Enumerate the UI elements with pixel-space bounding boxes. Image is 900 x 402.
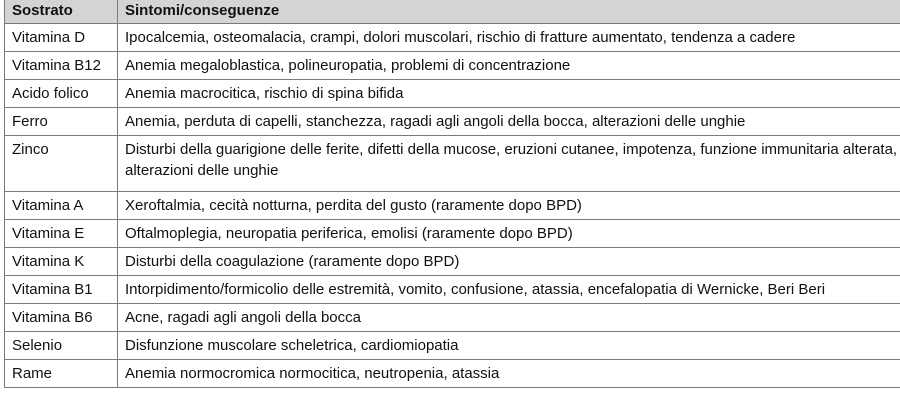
substrate-cell: Selenio [5,332,118,360]
symptoms-cell: Disturbi della coagulazione (raramente dopo BPD) [118,248,900,276]
symptoms-cell: Anemia megaloblastica, polineuropatia, problemi di concentrazione [118,52,900,80]
table-row [5,52,900,80]
symptoms-cell: Xeroftalmia, cecità notturna, perdita del gusto (raramente dopo BPD) [118,192,900,220]
substrate-cell: Vitamina B6 [5,304,118,332]
substrate-cell: Ferro [5,108,118,136]
substrate-cell: Vitamina K [5,248,118,276]
table-row [5,136,900,192]
table-row [5,108,900,136]
symptoms-cell: Anemia, perduta di capelli, stanchezza, ragadi agli angoli della bocca, alterazioni delle unghie [118,108,900,136]
substrate-cell: Vitamina D [5,24,118,52]
symptoms-cell: Intorpidimento/formicolio delle estremità, vomito, confusione, atassia, encefalopatia di Wernicke, Beri Beri [118,276,900,304]
symptoms-cell: Anemia macrocitica, rischio di spina bifida [118,80,900,108]
table-row [5,248,900,276]
symptoms-cell: Ipocalcemia, osteomalacia, crampi, dolori muscolari, rischio di fratture aumentato, tendenza a cadere [118,24,900,52]
substrate-cell: Vitamina A [5,192,118,220]
table-row [5,220,900,248]
table-header-row [5,0,900,24]
table-row [5,304,900,332]
symptoms-cell: Oftalmoplegia, neuropatia periferica, emolisi (raramente dopo BPD) [118,220,900,248]
table-row [5,276,900,304]
deficiency-table [4,0,900,388]
substrate-cell: Vitamina B1 [5,276,118,304]
symptoms-cell: Anemia normocromica normocitica, neutropenia, atassia [118,360,900,388]
table-row [5,80,900,108]
substrate-cell: Vitamina E [5,220,118,248]
substrate-cell: Rame [5,360,118,388]
table-row [5,192,900,220]
column-header-symptoms: Sintomi/conseguenze [118,0,900,24]
column-header-substrate: Sostrato [5,0,118,24]
substrate-cell: Vitamina B12 [5,52,118,80]
table-row [5,24,900,52]
table-row [5,332,900,360]
substrate-cell: Zinco [5,136,118,192]
symptoms-cell: Disturbi della guarigione delle ferite, difetti della mucose, eruzioni cutanee, impotenza, funzione immunitaria alterata, alterazioni delle unghie [118,136,900,192]
substrate-cell: Acido folico [5,80,118,108]
symptoms-cell: Disfunzione muscolare scheletrica, cardiomiopatia [118,332,900,360]
deficiency-table-container [4,0,900,388]
table-row [5,360,900,388]
symptoms-cell: Acne, ragadi agli angoli della bocca [118,304,900,332]
